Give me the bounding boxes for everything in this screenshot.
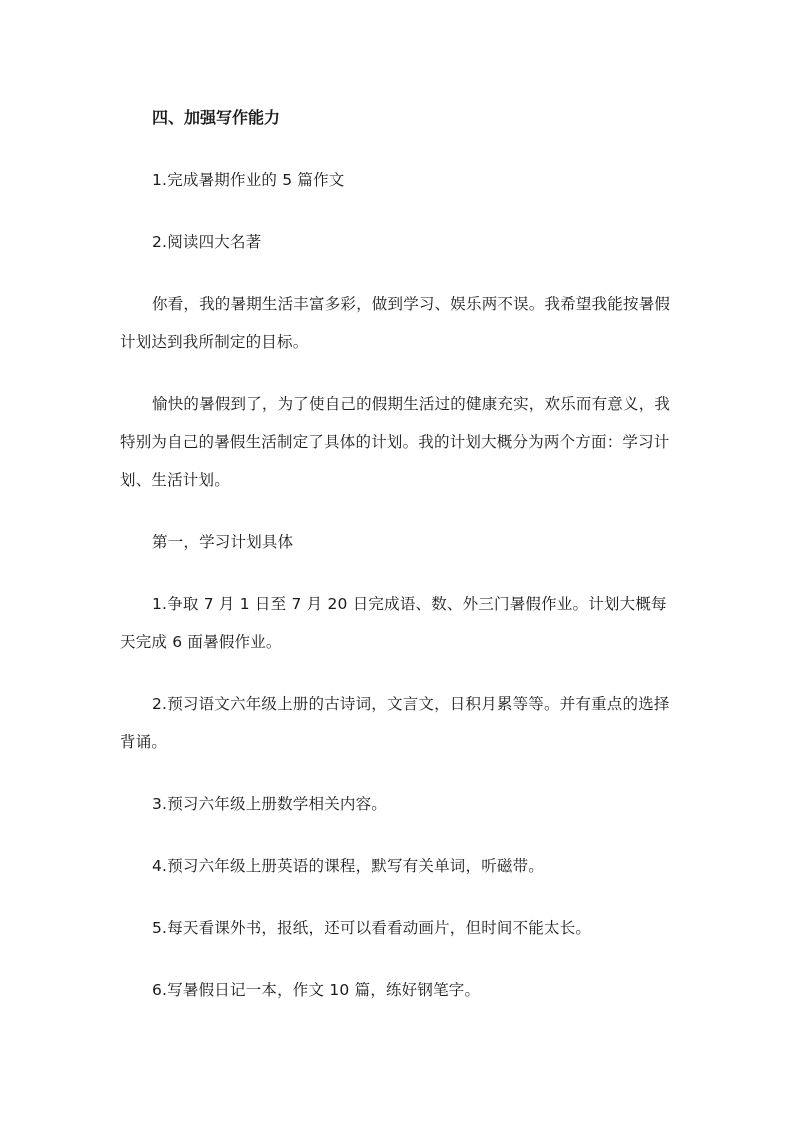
section-heading: 四、加强写作能力	[152, 108, 281, 127]
paragraph-plan-3: 3.预习六年级上册数学相关内容。	[152, 795, 387, 813]
paragraph-item-1: 1.完成暑期作业的 5 篇作文	[152, 171, 345, 189]
paragraph-plan-4: 4.预习六年级上册英语的课程，默写有关单词，听磁带。	[152, 857, 544, 875]
paragraph-plan-6: 6.写暑假日记一本，作文 10 篇，练好钢笔字。	[152, 981, 481, 999]
paragraph-plan-2: 2.预习语文六年级上册的古诗词，文言文，日积月累等等。并有重点的选择背诵。	[120, 695, 670, 751]
paragraph-summary: 你看，我的暑期生活丰富多彩，做到学习、娱乐两不误。我希望我能按暑假计划达到我所制定的目标。	[120, 295, 671, 351]
paragraph-plan-1: 1.争取 7 月 1 日至 7 月 20 日完成语、数、外三门暑假作业。计划大概每天完成 6 面暑假作业。	[120, 595, 667, 651]
paragraph-intro: 愉快的暑假到了，为了使自己的假期生活过的健康充实，欢乐而有意义，我特别为自己的暑假生活制定了具体的计划。我的计划大概分为两个方面：学习计划、生活计划。	[120, 395, 671, 489]
paragraph-plan-5: 5.每天看课外书，报纸，还可以看看动画片，但时间不能太长。	[152, 919, 592, 937]
paragraph-subheading: 第一，学习计划具体	[152, 533, 294, 551]
paragraph-item-2: 2.阅读四大名著	[152, 233, 262, 251]
document-body	[120, 99, 680, 1033]
